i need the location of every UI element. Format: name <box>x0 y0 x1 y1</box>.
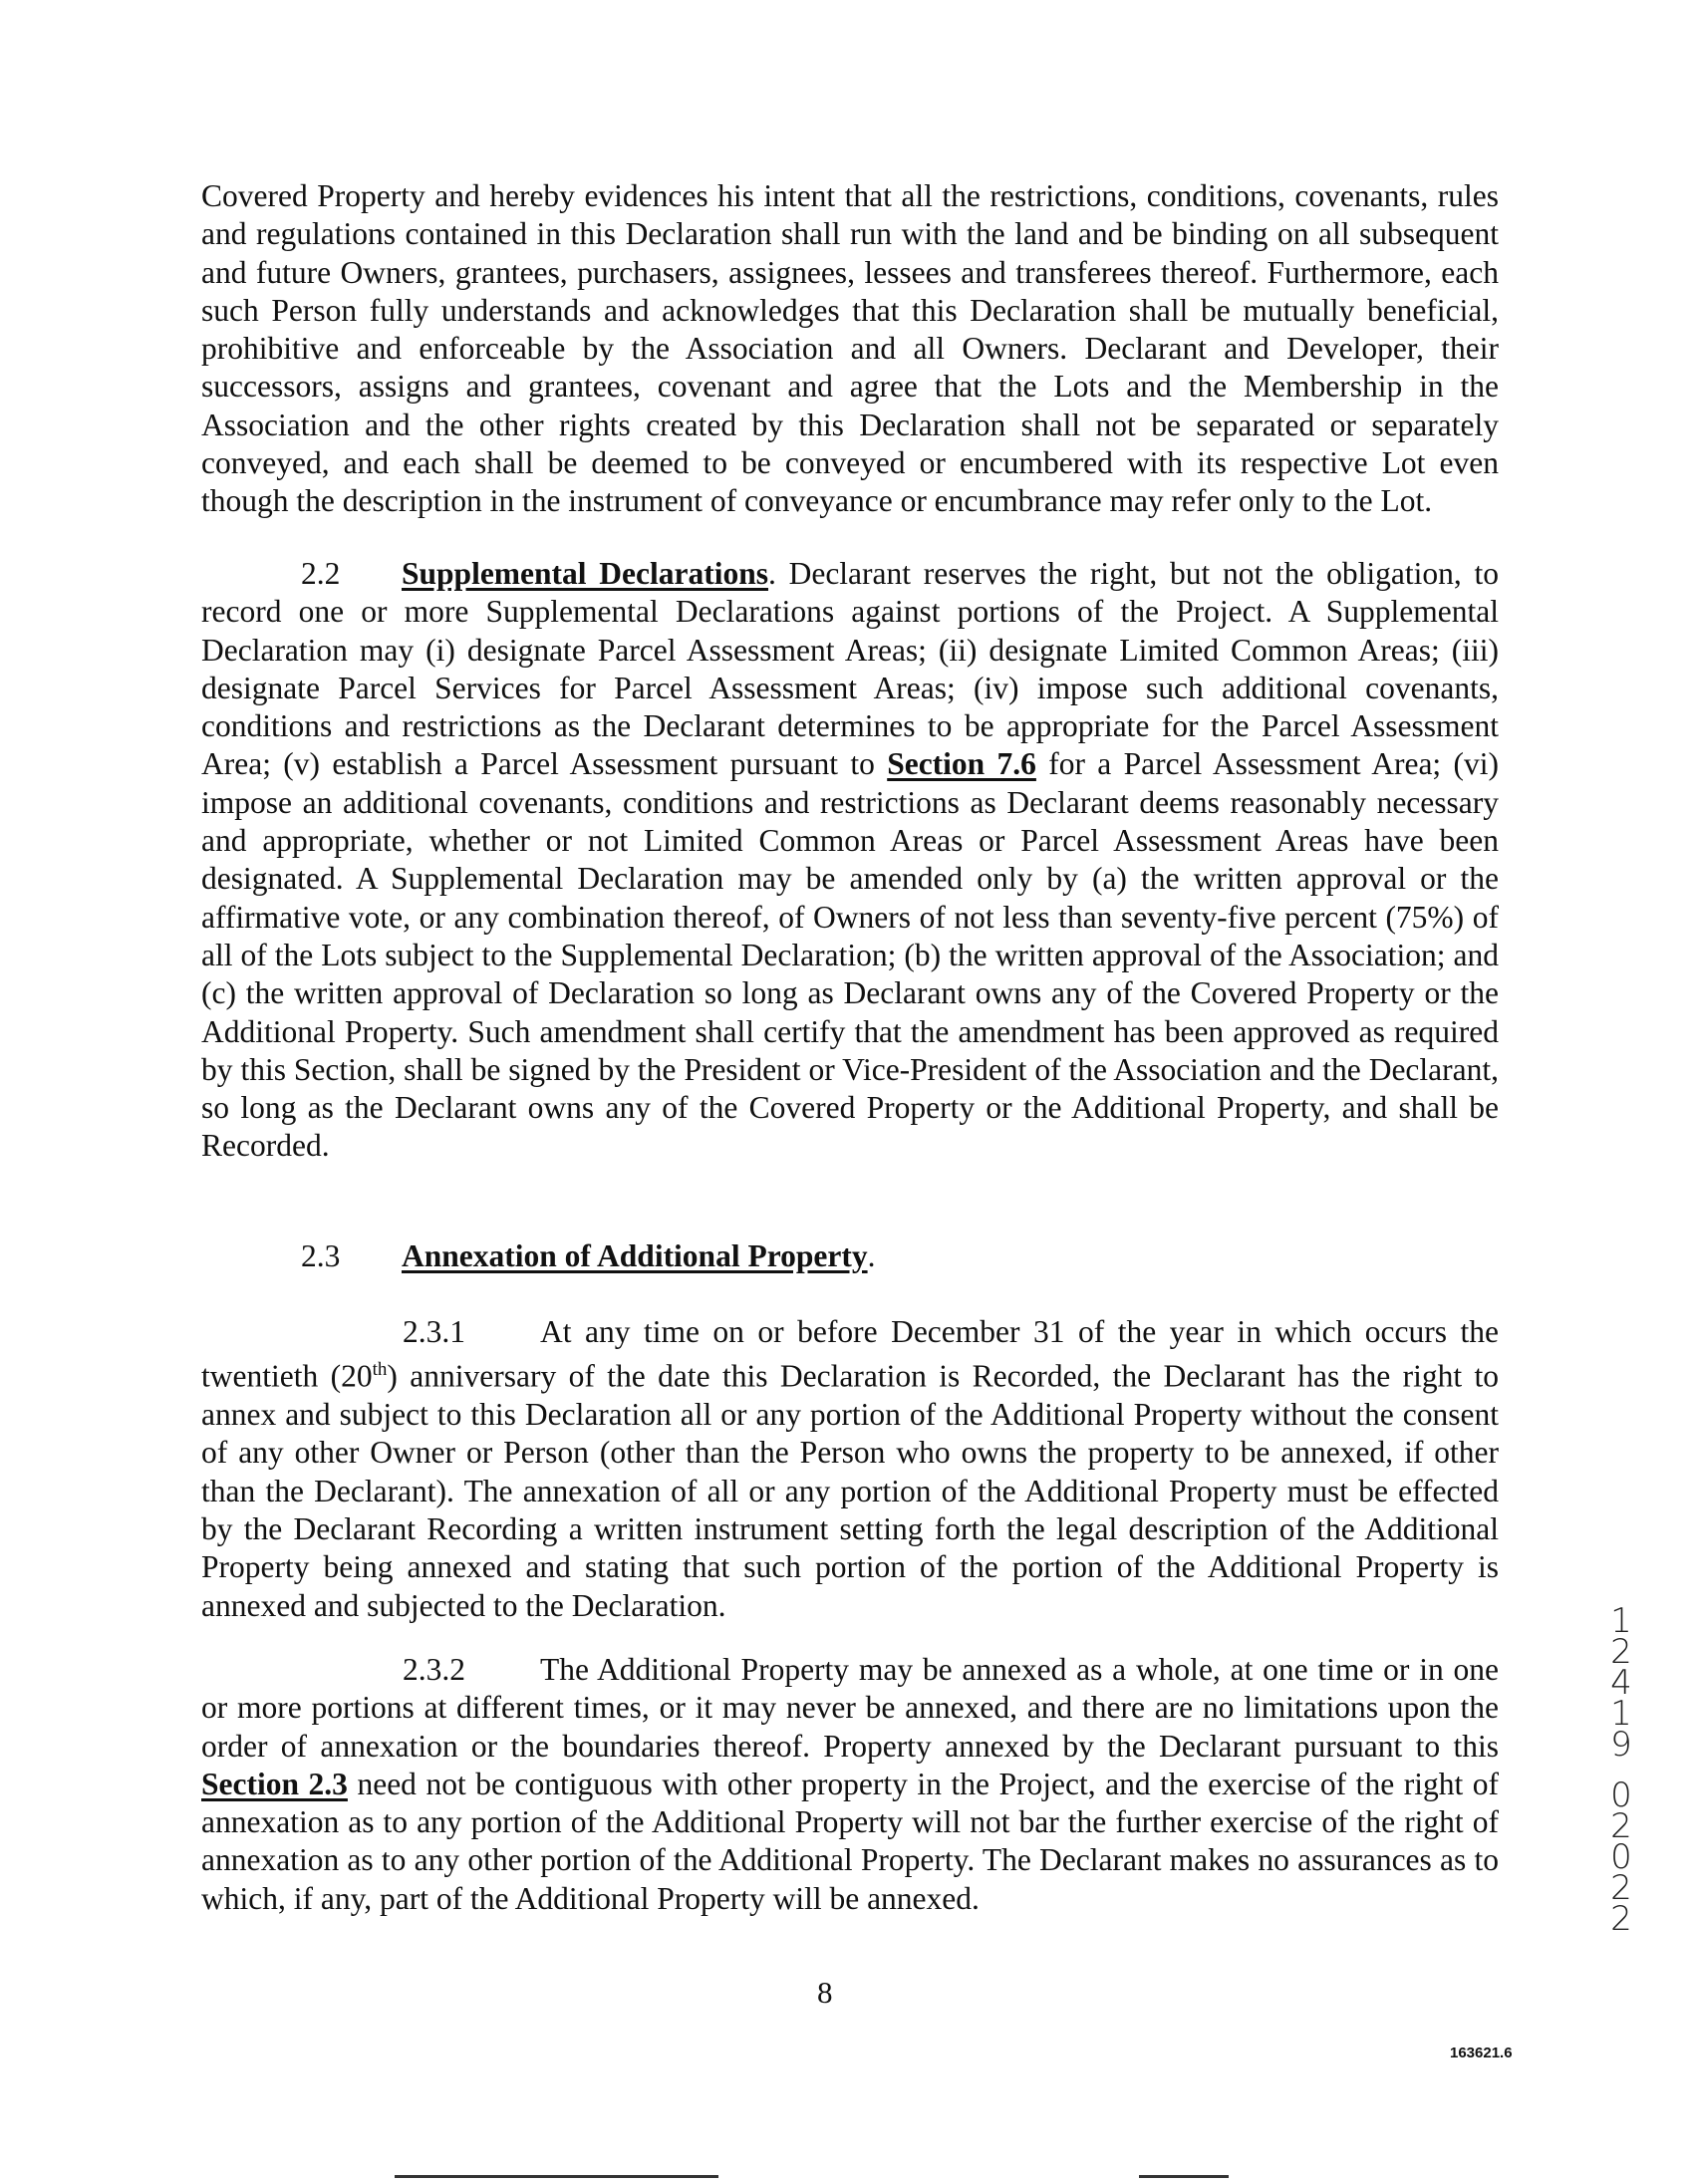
stamp-digit: 2 <box>1610 1899 1632 1939</box>
section-reference: Section 7.6 <box>887 746 1036 782</box>
section-heading: Supplemental Declarations <box>402 556 768 591</box>
stamp-digit: 2 <box>1610 1632 1632 1672</box>
scan-edge-line <box>1139 2175 1229 2178</box>
section-body: ) anniversary of the date this Declaration is Recorded, the Declarant has the right to annex and subject to this Declaration all or any portion of the Additional Property without the consent of any other Owner or Person (other than the Person who owns the property to be annexed, if other than the Declarant). The annexation of all or any portion of the Additional Property must be effected by the Declarant Recording a written instrument setting forth the legal description of the Additional Property being annexed and stating that such portion of the portion of the Additional Property is annexed and subjected to the Declaration. <box>201 1358 1499 1623</box>
section-number: 2.3.1 <box>403 1314 465 1349</box>
section-number: 2.3.2 <box>403 1652 465 1687</box>
paragraph-intro: Covered Property and hereby evidences his intent that all the restrictions, conditions, covenants, rules and regulations contained in this Declaration shall run with the land and be binding on all subsequent and future Owners, grantees, purchasers, assignees, lessees and transferees thereof. Furthermore, each such Person fully understands and acknowledges that this Declaration shall be mutually beneficial, prohibitive and enforceable by the Association and all Owners. Declarant and Developer, their successors, assigns and grantees, covenant and agree that the Lots and the Membership in the Association and the other rights created by this Declaration shall not be separated or separately conveyed, and each shall be deemed to be conveyed or encumbered with its respective Lot even though the description in the instrument of conveyance or encumbrance may refer only to the Lot. <box>201 178 1499 519</box>
section-number: 2.2 <box>301 556 341 591</box>
stamp-digit: 0 <box>1610 1775 1632 1815</box>
stamp-digit: 1 <box>1610 1601 1632 1641</box>
section-reference: Section 2.3 <box>201 1766 348 1801</box>
stamp-digit: 9 <box>1610 1725 1632 1765</box>
stamp-digit: 4 <box>1610 1663 1632 1703</box>
stamp-digit: 2 <box>1610 1806 1632 1846</box>
section-number: 2.3 <box>301 1238 341 1273</box>
stamp-digit: 0 <box>1610 1837 1632 1877</box>
stamp-digit: 1 <box>1610 1694 1632 1734</box>
stamp-digit: 2 <box>1610 1868 1632 1908</box>
section-body: At any time on or before December 31 of the year in which occurs the twentieth (20 <box>201 1314 1499 1394</box>
section-2-3-2-paragraph <box>201 1651 1499 1918</box>
recording-number-stamp <box>1606 1601 1636 1939</box>
ordinal-suffix: th <box>372 1359 388 1381</box>
scan-edge-line <box>395 2175 718 2178</box>
document-id: 163621.6 <box>1450 2045 1513 2061</box>
section-body: for a Parcel Assessment Area; (vi) impose an additional covenants, conditions and restrictions as Declarant deems reasonably necessary and appropriate, whether or not Limited Common Areas or Parcel Assessment Areas have been designated. A Supplemental Declaration may be amended only by (a) the written approval or the affirmative vote, or any combination thereof, of Owners of not less than seventy-five percent (75%) of all of the Lots subject to the Supplemental Declaration; (b) the written approval of the Association; and (c) the written approval of Declaration so long as Declarant owns any of the Covered Property or the Additional Property. Such amendment shall certify that the amendment has been approved as required by this Section, shall be signed by the President or Vice-President of the Association and the Declarant, so long as the Declarant owns any of the Covered Property or the Additional Property, and shall be Recorded. <box>201 746 1499 1164</box>
section-body: need not be contiguous with other property in the Project, and the exercise of the right of annexation as to any portion of the Additional Property will not bar the further exercise of the right of annexation as to any other portion of the Additional Property. The Declarant makes no assurances as to which, if any, part of the Additional Property will be annexed. <box>201 1766 1499 1916</box>
section-2-2-paragraph <box>201 555 1499 1166</box>
section-body: . Declarant reserves the right, but not the obligation, to record one or more Supplemental Declarations against portions of the Project. A Supplemental Declaration may (i) designate Parcel Assessment Areas; (ii) designate Limited Common Areas; (iii) designate Parcel Services for Parcel Assessment Areas; (iv) impose such additional covenants, conditions and restrictions as the Declarant determines to be appropriate for the Parcel Assessment Area; (v) establish a Parcel Assessment pursuant to <box>201 556 1499 782</box>
section-heading: Annexation of Additional Property <box>402 1238 868 1273</box>
section-body: The Additional Property may be annexed as a whole, at one time or in one or more portions at different times, or it may never be annexed, and there are no limitations upon the order of annexation or the boundaries thereof. Property annexed by the Declarant pursuant to this <box>201 1652 1499 1764</box>
heading-period: . <box>867 1238 876 1273</box>
page-number: 8 <box>817 1975 833 2010</box>
section-2-3-1-paragraph <box>201 1313 1499 1625</box>
section-2-3-heading <box>301 1237 1098 1275</box>
